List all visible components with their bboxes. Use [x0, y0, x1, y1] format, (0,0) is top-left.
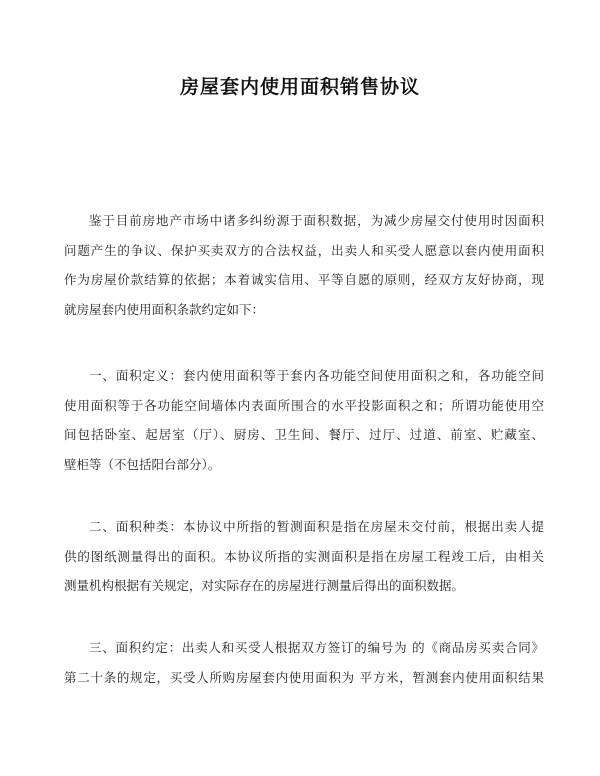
- paragraph-area-definition: [64, 361, 544, 479]
- paragraph-line: 鉴于目前房地产市场中诸多纠纷源于面积数据，为减少房屋交付使用时因面积: [89, 213, 544, 228]
- paragraph-line: 测量机构根据有关规定，对实际存在的房屋进行测量后得出的面积数据。: [64, 578, 465, 593]
- paragraph-area-types: [64, 512, 544, 601]
- paragraph-line: 作为房屋价款结算的依据；本着诚实信用、平等自愿的原则，经双方友好协商，现: [64, 272, 544, 287]
- paragraph-line: 壁柜等（不包括阳台部分）。: [64, 456, 221, 472]
- paragraph-line: 第二十条的规定，买受人所购房屋套内使用面积为 平方米，暂测套内使用面积结果: [64, 669, 544, 685]
- paragraph-line: 一、面积定义：套内使用面积等于套内各功能空间使用面积之和，各功能空间: [89, 368, 544, 383]
- paragraph-line: 二、面积种类：本协议中所指的暂测面积是指在房屋未交付前，根据出卖人提: [89, 519, 544, 534]
- paragraph-line: 供的图纸测量得出的面积。本协议所指的实测面积是指在房屋工程竣工后，由相关: [64, 548, 544, 564]
- paragraph-area-agreement: [64, 633, 544, 692]
- paragraph-line: 使用面积等于各功能空间墙体内表面所围合的水平投影面积之和；所谓功能使用空: [64, 397, 544, 413]
- paragraph-line: 间包括卧室、起居室（厅）、厨房、卫生间、餐厅、过厅、过道、前室、贮藏室、: [64, 427, 544, 442]
- paragraph-line: 问题产生的争议、保护买卖双方的合法权益，出卖人和买受人愿意以套内使用面积: [64, 242, 544, 258]
- paragraph-line: 就房屋套内使用面积条款约定如下：: [64, 301, 265, 317]
- document-title: 房屋套内使用面积销售协议: [179, 76, 420, 98]
- paragraph-intro: [64, 206, 544, 324]
- paragraph-line: 三、面积约定：出卖人和买受人根据双方签订的编号为 的《商品房买卖合同》: [89, 640, 544, 655]
